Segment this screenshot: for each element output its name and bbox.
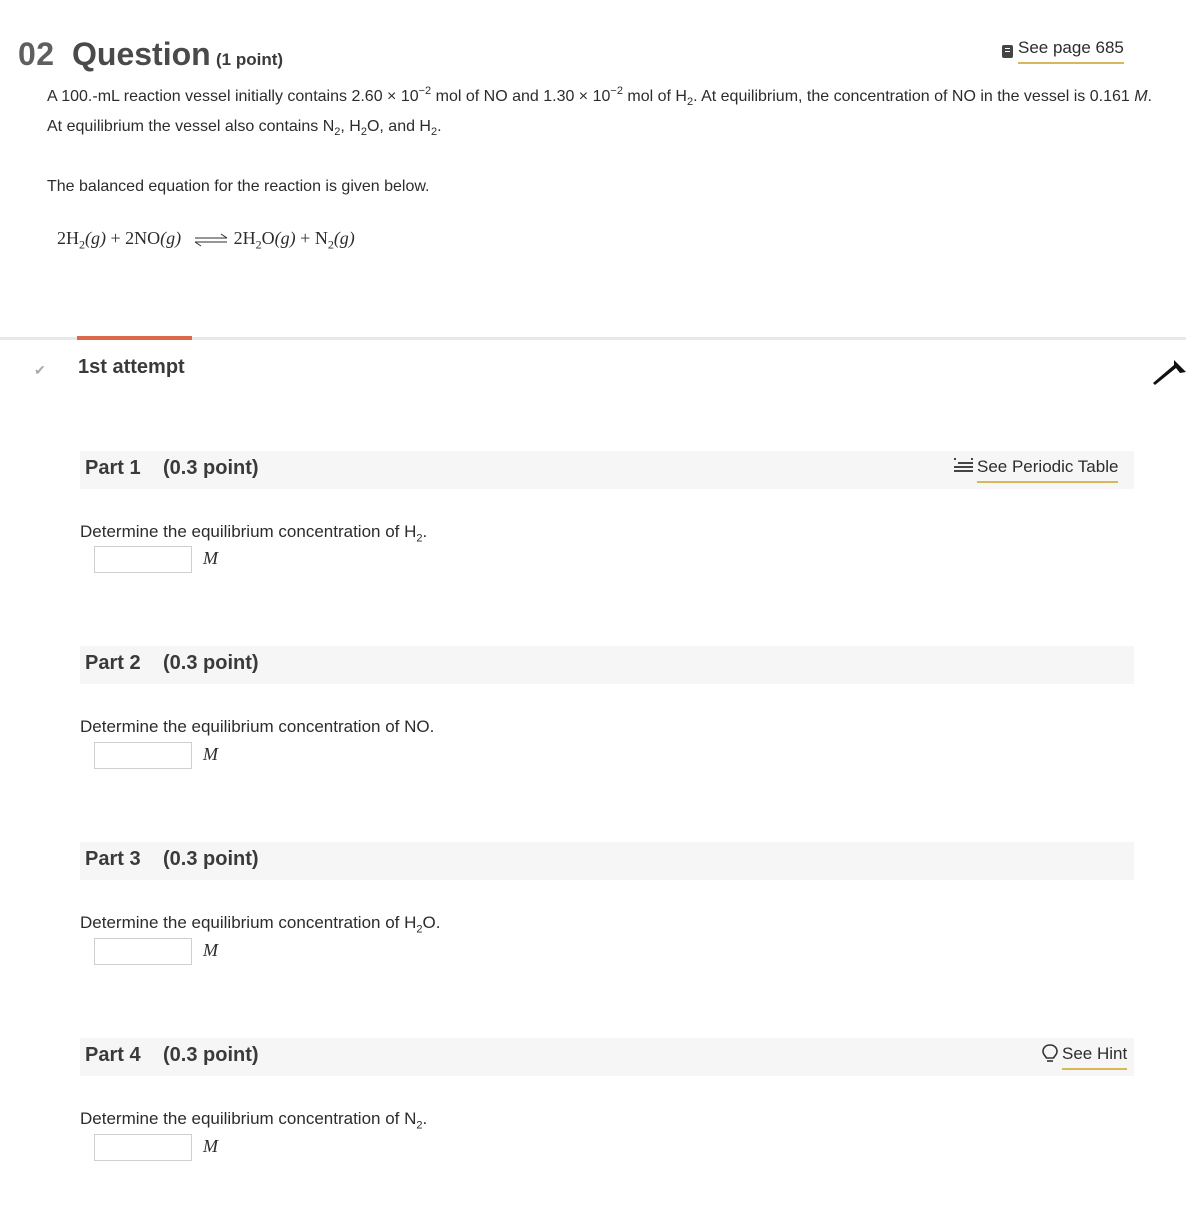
see-periodic-table-link[interactable] <box>954 457 1118 483</box>
cursor-arrow-icon <box>1150 356 1186 386</box>
part-4-answer-input[interactable] <box>94 1134 192 1161</box>
part-2-points: (0.3 point) <box>163 652 259 674</box>
question-number: 02 <box>18 36 55 72</box>
part-2-unit: M <box>203 744 218 764</box>
part-1-answer-input[interactable] <box>94 546 192 573</box>
part-1-label: Part 1 <box>85 457 141 479</box>
attempt-tab-indicator <box>77 336 192 340</box>
chevron-down-icon[interactable]: ✔ <box>34 362 46 378</box>
see-hint-label: See Hint <box>1062 1044 1127 1070</box>
question-title: Question <box>72 36 211 72</box>
part-1-header <box>80 451 1134 489</box>
question-intro: A 100.-mL reaction vessel initially contains $2.60 \times 10^{-2}$ mol of NO and $1.30 \times 10^{-2}$ mol of $H_2$. At equilibrium, the concentration of NO in the vessel is 0.161 M. At equilibrium the vessel also contains $N_2$, $H_2O$, and $H_2$. <box>47 84 1152 139</box>
part-3-answer-input[interactable] <box>94 938 192 965</box>
see-page-label: See page 685 <box>1018 38 1124 64</box>
balanced-equation-text: The balanced equation for the reaction is given below. <box>47 178 430 195</box>
chemical-equation: $2H_2(g) + 2NO(g) 2H_2O(g) + N_2(g)$ <box>57 228 355 252</box>
part-1-points: (0.3 point) <box>163 457 259 479</box>
equilibrium-arrows-icon <box>194 233 228 247</box>
part-2-prompt: Determine the equilibrium concentration of NO. <box>80 717 435 736</box>
periodic-table-icon <box>954 457 973 473</box>
part-3-unit: M <box>203 940 218 960</box>
part-4-prompt: Determine the equilibrium concentration of $N_2$. <box>80 1109 428 1132</box>
part-3-prompt: Determine the equilibrium concentration of $H_2O$. <box>80 913 441 936</box>
see-hint-link[interactable] <box>1042 1044 1127 1070</box>
attempt-tab[interactable]: 1st attempt <box>78 356 185 378</box>
part-4-label: Part 4 <box>85 1044 141 1066</box>
see-periodic-table-label: See Periodic Table <box>977 457 1118 483</box>
lightbulb-icon <box>1042 1044 1058 1064</box>
part-4-points: (0.3 point) <box>163 1044 259 1066</box>
see-page-link[interactable] <box>1002 38 1124 64</box>
part-2-header <box>80 646 1134 684</box>
part-4-header <box>80 1038 1134 1076</box>
part-2-label: Part 2 <box>85 652 141 674</box>
ebook-icon <box>1002 45 1013 58</box>
question-points: (1 point) <box>216 50 284 69</box>
part-2-answer-input[interactable] <box>94 742 192 769</box>
part-1-unit: M <box>203 548 218 568</box>
part-4-unit: M <box>203 1136 218 1156</box>
part-3-header <box>80 842 1134 880</box>
part-3-label: Part 3 <box>85 848 141 870</box>
part-3-points: (0.3 point) <box>163 848 259 870</box>
part-1-prompt: Determine the equilibrium concentration of $H_2$. <box>80 522 428 545</box>
